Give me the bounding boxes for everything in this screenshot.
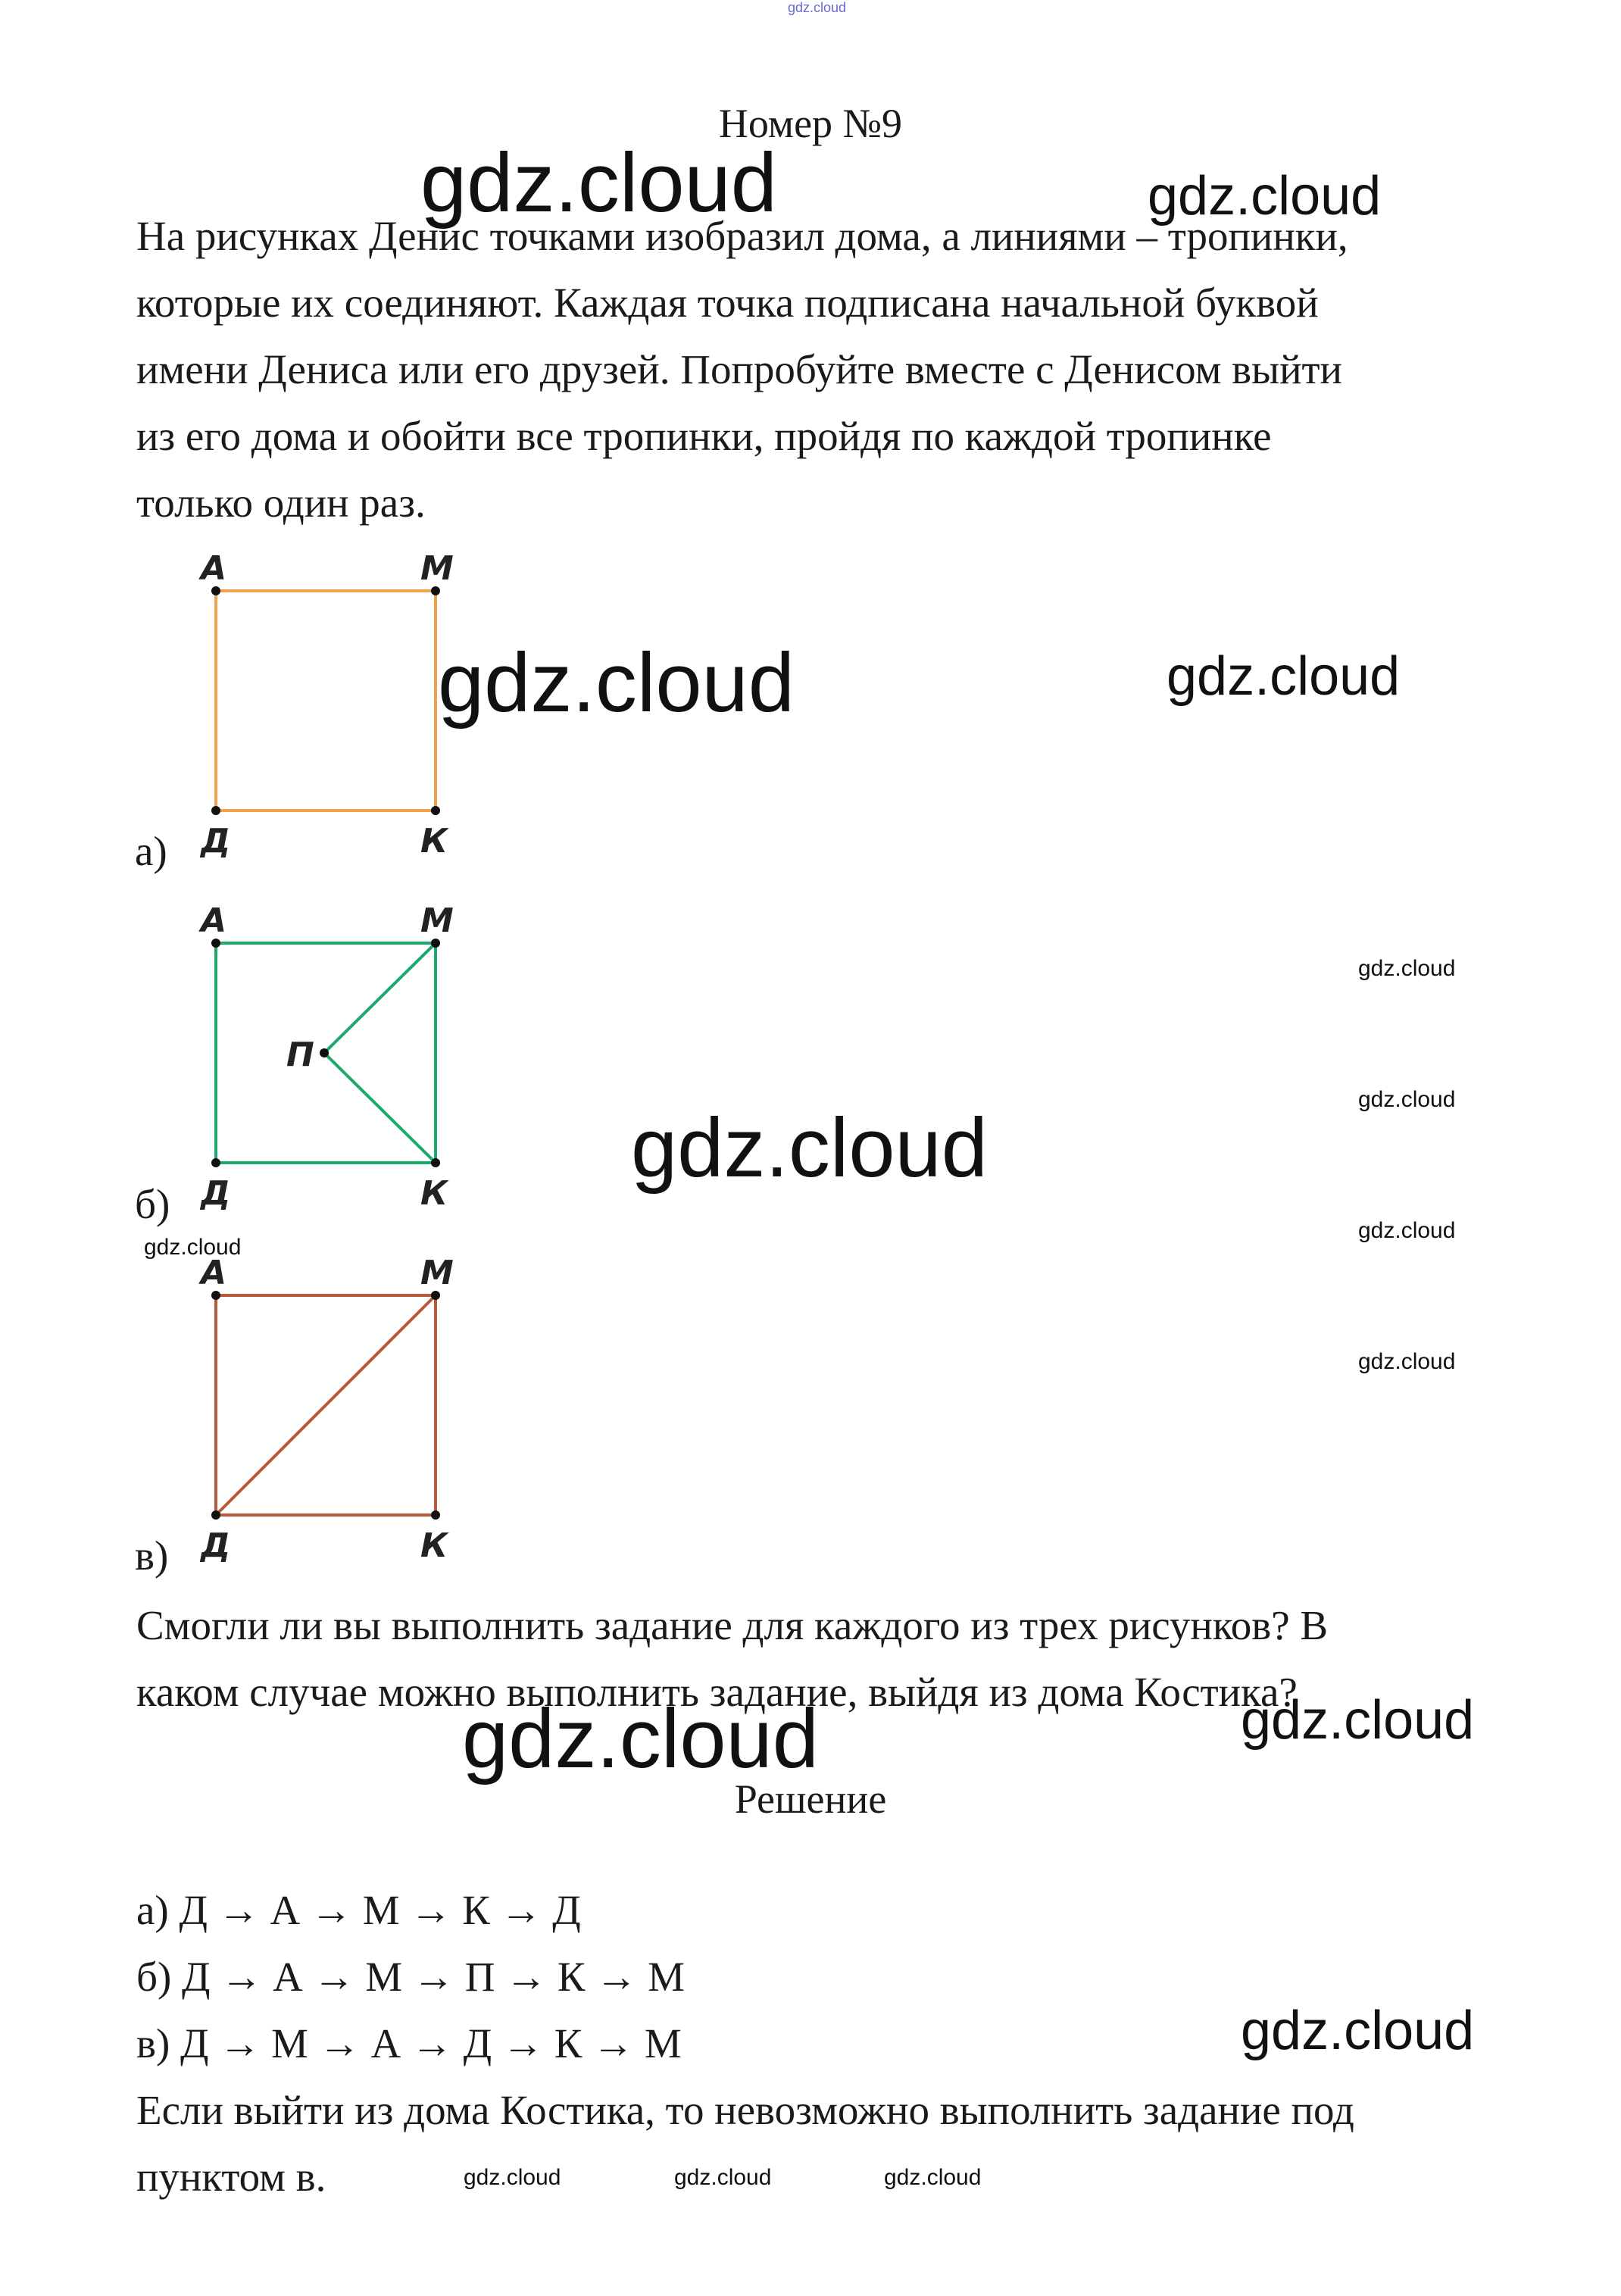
node-dot [320,1048,329,1057]
node-label-k: К [420,1174,448,1213]
node-label-k: К [420,1526,448,1565]
node-dot [211,1510,220,1520]
figure-a-square [216,591,436,811]
page-title: Номер №9 [718,101,903,146]
node-label-m: М [420,549,454,588]
node-dot [211,1158,220,1167]
watermark: gdz.cloud [1358,1218,1456,1243]
watermark: gdz.cloud [631,1101,988,1195]
solution-line: б) Д → А → М → П → К → М [136,1954,685,2000]
watermark: gdz.cloud [420,136,777,230]
figure-c-label: в) [135,1532,169,1579]
figure-b [182,898,500,1223]
node-label-p: П [286,1036,314,1074]
solution-title: Решение [734,1776,887,1822]
watermark-top: gdz.cloud [788,0,847,15]
watermark: gdz.cloud [438,636,795,729]
node-dot [211,806,220,815]
task-line: из его дома и обойти все тропинки, пройдя по каждой тропинке [136,413,1272,459]
node-label-d: Д [201,1526,231,1565]
watermark: gdz.cloud [1358,956,1456,981]
question-line: Смогли ли вы выполнить задание для каждого из трех рисунков? В [136,1602,1329,1648]
watermark: gdz.cloud [464,2165,561,2190]
node-dot [431,1158,440,1167]
question-line: каком случае можно выполнить задание, выйдя из дома Костика? [136,1669,1298,1715]
task-text [136,203,1500,536]
node-label-k: К [420,822,448,861]
figure-a-label: а) [135,828,167,874]
node-label-m: М [420,901,454,940]
figure-c-diagonal [216,1295,436,1515]
figure-c [182,1250,500,1576]
node-label-d: Д [201,1174,231,1213]
node-label-d: Д [201,822,231,861]
figure-b-label: б) [135,1181,170,1227]
task-line: только один раз. [136,480,426,526]
watermark: gdz.cloud [144,1235,242,1260]
watermark: gdz.cloud [1148,166,1382,226]
watermark: gdz.cloud [1241,2001,1475,2061]
node-dot [431,806,440,815]
node-label-a: А [201,1254,227,1292]
watermark: gdz.cloud [674,2165,772,2190]
node-dot [431,1510,440,1520]
watermark: gdz.cloud [1358,1349,1456,1374]
solution-line: в) Д → М → А → Д → К → М [136,2020,682,2066]
node-label-a: А [201,901,227,940]
node-label-m: М [420,1254,454,1292]
task-line: которые их соединяют. Каждая точка подписана начальной буквой [136,280,1319,326]
watermark: gdz.cloud [1241,1690,1475,1751]
solution-line: а) Д → А → М → К → Д [136,1887,581,1933]
conclusion-line: Если выйти из дома Костика, то невозможно выполнить задание под [136,2087,1354,2133]
watermark: gdz.cloud [884,2165,982,2190]
task-line: На рисунках Денис точками изобразил дома, а линиями – тропинки, [136,213,1348,259]
watermark: gdz.cloud [1358,1087,1456,1112]
task-line: имени Дениса или его друзей. Попробуйте вместе с Денисом выйти [136,346,1342,392]
figure-b-path-p [324,943,436,1163]
conclusion-line: пунктом в. [136,2154,326,2200]
watermark: gdz.cloud [1167,646,1401,707]
watermark: gdz.cloud [462,1692,819,1785]
node-label-a: А [201,549,227,588]
